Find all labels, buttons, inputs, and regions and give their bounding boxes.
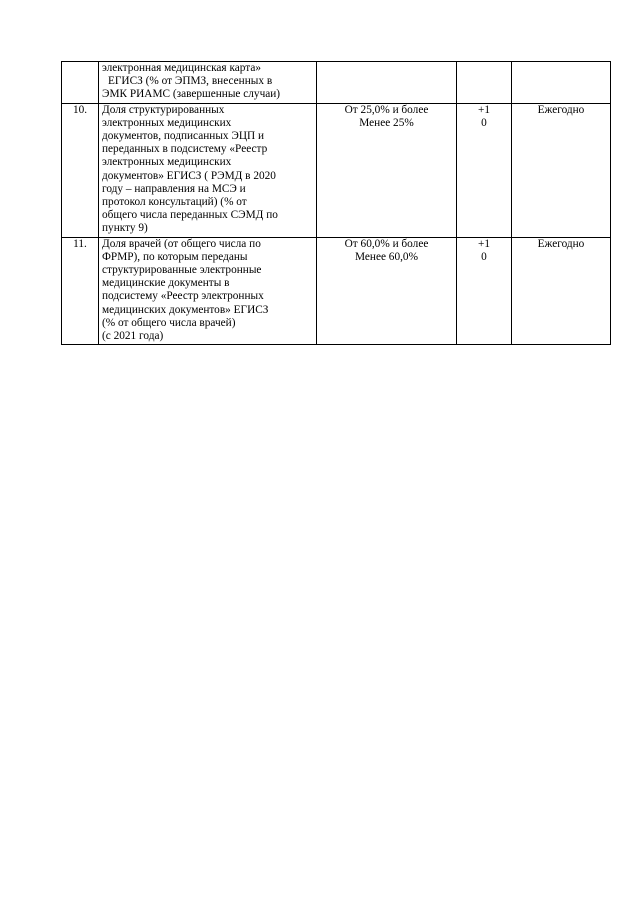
indicator-cell [99, 237, 317, 345]
criteria-cell [317, 237, 457, 345]
score-cell [457, 103, 512, 237]
criteria-cell [317, 103, 457, 237]
period-cell: Ежегодно [512, 237, 611, 345]
criteria-line: От 25,0% и более [344, 103, 429, 116]
indicator-line: ФРМР), по которым переданы [102, 250, 248, 263]
indicator-line: медицинские документы в [102, 277, 230, 290]
indicator-line: ЭМК РИАМС (завершенные случаи) [102, 88, 281, 101]
indicator-cell [99, 103, 317, 237]
indicator-line: документов» ЕГИСЗ ( РЭМД в 2020 [102, 169, 276, 182]
period-cell: Ежегодно [512, 103, 611, 237]
indicator-line: переданных в подсистему «Реестр [102, 143, 268, 156]
indicator-line: протокол консультаций) (% от [102, 196, 247, 209]
criteria-line: От 60,0% и более [344, 237, 429, 250]
indicators-table [61, 61, 611, 345]
score-cell [457, 62, 512, 104]
period-cell [512, 62, 611, 104]
row-number [62, 62, 99, 104]
indicator-line: подсистему «Реестр электронных [102, 290, 264, 303]
indicator-line: Доля врачей (от общего числа по [102, 237, 261, 250]
indicator-line: году – направления на МСЭ и [102, 182, 246, 195]
criteria-line: Менее 25% [359, 116, 414, 129]
score-cell [457, 237, 512, 345]
indicator-line: пункту 9) [102, 222, 148, 235]
table-row [62, 237, 611, 345]
criteria-cell [317, 62, 457, 104]
score-line: 0 [481, 250, 487, 263]
indicator-line: электронных медицинских [102, 156, 232, 169]
indicator-line: документов, подписанных ЭЦП и [102, 130, 265, 143]
indicator-line: ЕГИСЗ (% от ЭПМЗ, внесенных в [108, 75, 273, 88]
score-line: 0 [481, 116, 487, 129]
criteria-line: Менее 60,0% [355, 250, 418, 263]
row-number: 11. [62, 237, 99, 345]
score-line: +1 [477, 237, 491, 250]
score-line: +1 [477, 103, 491, 116]
indicator-line: Доля структурированных [102, 103, 225, 116]
indicator-line: электронных медицинских [102, 116, 232, 129]
indicator-line: (с 2021 года) [102, 330, 164, 343]
table-row [62, 103, 611, 237]
row-number: 10. [62, 103, 99, 237]
indicator-cell [99, 62, 317, 104]
indicator-line: общего числа переданных СЭМД по [102, 209, 278, 222]
table-row [62, 62, 611, 104]
indicator-line: (% от общего числа врачей) [102, 316, 236, 329]
indicator-line: электронная медицинская карта» [102, 62, 262, 74]
indicator-line: медицинских документов» ЕГИСЗ [102, 303, 269, 316]
indicator-line: структурированные электронные [102, 264, 262, 277]
